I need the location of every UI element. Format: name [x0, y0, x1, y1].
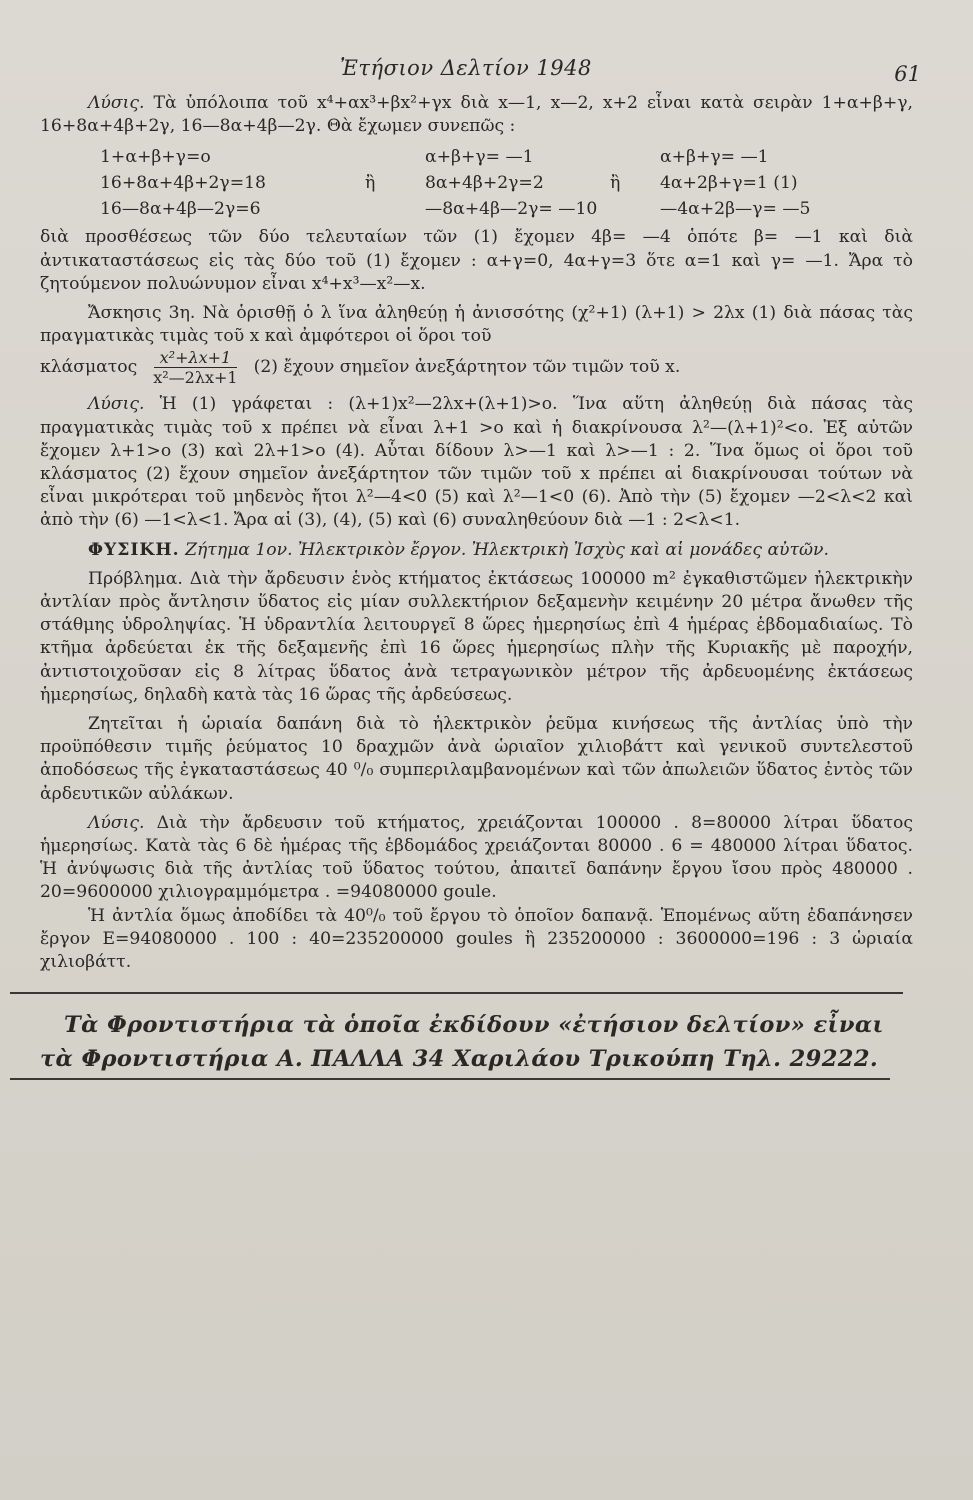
- solution-paragraph-2: διὰ προσθέσεως τῶν δύο τελευταίων τῶν (1) ἔχομεν 4β= —4 ὁπότε β= —1 καὶ διὰ ἀντικαταστάσεως εἰς τὰς δύο τοῦ (1) ἔχομεν : α+γ=0, 4α+γ=3 ὅτε α=1 καὶ γ= —1. Ἄρα τὸ ζητούμενον πολυώνυμον εἶναι x⁴+x³—x²—x.: [40, 227, 913, 294]
- footer-line-1: Τὰ Φροντιστήρια τὰ ὁποῖα ἐκδίδουν «ἐτήσιον δελτίον» εἶναι: [64, 1012, 884, 1039]
- solution-label: Λύσις.: [88, 93, 145, 113]
- solution-paragraph-5: Ἡ ἀντλία ὅμως ἀποδίδει τὰ 40⁰/₀ τοῦ ἔργου τὸ ὁποῖον δαπανᾷ. Ἑπομένως αὕτη ἐδαπάνησεν ἔργον Ε=94080000 . 100 : 40=235200000 goules ἢ 235200000 : 3600000=196 : 3 ὡριαία χιλιοβάττ.: [40, 905, 913, 973]
- solution-paragraph-1: [40, 92, 913, 138]
- eq-r1c3: α+β+γ= —1: [425, 147, 534, 168]
- physics-title: ΦΥΣΙΚΗ.: [88, 539, 180, 560]
- eq-r3c4: [610, 196, 660, 222]
- exercise-3-text: Ἄσκησις 3η. Νὰ ὁρισθῇ ὁ λ ἵνα ἀληθεύῃ ἡ ἀνισσότης (χ²+1) (λ+1) > 2λx (1) διὰ πάσας τὰς πραγματικὰς τιμὰς τοῦ x καὶ ἀμφότεροι οἱ ὅροι τοῦ: [40, 303, 913, 347]
- solution-label-4: Λύσις.: [88, 812, 145, 833]
- eq-r2c5: 4α+2β+γ=1 (1): [660, 173, 798, 194]
- exercise-3-fraction-line: [40, 348, 913, 387]
- eq-r2c2: ἢ: [365, 173, 376, 194]
- solution-paragraph-3: [40, 393, 913, 532]
- problem-paragraph: Πρόβλημα. Διὰ τὴν ἄρδευσιν ἑνὸς κτήματος ἐκτάσεως 100000 m² ἐγκαθιστῶμεν ἠλεκτρικὴν ἀντλίαν πρὸς ἄντλησιν ὕδατος εἰς μίαν συλλεκτήριον δεξαμενὴν κειμένην 20 μέτρα ἄνωθεν τῆς στάθμης ὑδροληψίας. Ἡ ὑδραντλία λειτουργεῖ 8 ὥρες ἡμερησίως ἐπὶ 4 ἡμέρας ἑβδομαδιαίως. Τὸ κτῆμα ἀρδεύεται ἐκ τῆς δεξαμενῆς ἐπὶ 16 ὥρες ἡμερησίως πλὴν τῆς Κυριακῆς μὲ παροχήν, ἀντιστοιχοῦσαν εἰς 8 λίτρας ὕδατος ἀνὰ τετραγωνικὸν μέτρον τῆς ἀρδευομένης ἐκτάσεως ἡμερησίως, δηλαδὴ κατὰ τὰς 16 ὥρας τῆς ἀρδεύσεως.: [40, 568, 913, 705]
- divider-rule: [10, 992, 903, 994]
- fraction-prefix: κλάσματος: [40, 357, 138, 378]
- running-title: Ἐτήσιον Δελτίον 1948: [340, 56, 592, 80]
- solution-text-3: Ἡ (1) γράφεται : (λ+1)x²—2λx+(λ+1)>ο. Ἵνα αὕτη ἀληθεύῃ διὰ πάσας τὰς πραγματικὰς τιμὰς τοῦ x πρέπει νὰ εἶναι λ+1 >ο καὶ ἡ διακρίνουσα λ²—(λ+1)²<ο. Ἐξ αὐτῶν ἔχομεν λ+1>ο (3) καὶ 2λ+1>ο (4). Αὗται δίδουν λ>—1 καὶ λ>—1 : 2. Ἵνα ὅμως οἱ ὅροι τοῦ κλάσματος (2) ἔχουν σημεῖον ἀνεξάρτητον τῶν τιμῶν τοῦ x πρέπει αἱ διακρίνουσαι τούτων νὰ εἶναι μικρότεραι τοῦ μηδενὸς ἤτοι λ²—4<0 (5) καὶ λ²—1<0 (6). Ἀπὸ τὴν (5) ἔχομεν —2<λ<2 καὶ ἀπὸ τὴν (6) —1<λ<1. Ἄρα αἱ (3), (4), (5) καὶ (6) συναληθεύουν διὰ —1 : 2<λ<1.: [40, 394, 913, 531]
- physics-subtitle: Ζήτημα 1ον. Ἠλεκτρικὸν ἔργον. Ἠλεκτρικὴ Ἰσχὺς καὶ αἱ μονάδες αὐτῶν.: [179, 539, 829, 560]
- exercise-3: [40, 302, 913, 348]
- eq-r2c3: 8α+4β+2γ=2: [425, 173, 544, 194]
- eq-r3c3: —8α+4β—2γ= —10: [425, 199, 598, 220]
- solution-text: Τὰ ὑπόλοιπα τοῦ x⁴+αx³+βx²+γx διὰ x—1, x—2, x+2 εἶναι κατὰ σειρὰν 1+α+β+γ, 16+8α+4β+2γ, 16—8α+4β—2γ. Θὰ ἔχωμεν συνεπῶς :: [40, 93, 913, 137]
- eq-r3c5: —4α+2β—γ= —5: [660, 199, 811, 220]
- solution-text-4: Διὰ τὴν ἄρδευσιν τοῦ κτήματος, χρειάζονται 100000 . 8=80000 λίτραι ὕδατος ἡμερησίως. Κατὰ τὰς 6 δὲ ἡμέρας τῆς ἑβδομάδος χρειάζονται 80000 . 6 = 480000 λίτραι ὕδατος. Ἡ ἀνύψωσις διὰ τῆς ἀντλίας τοῦ ὕδατος τούτου, ἀπαιτεῖ δαπάνην ἔργου ἴσου πρὸς 480000 . 20=9600000 χιλιογραμμόμετρα . =94080000 goule.: [40, 812, 913, 903]
- eq-r3c2: [365, 196, 425, 222]
- fraction: [147, 348, 243, 387]
- eq-r1c5: α+β+γ= —1: [660, 147, 769, 168]
- footer-notice: [40, 1008, 913, 1076]
- solution-paragraph-4: [40, 812, 913, 905]
- eq-r1c2: [365, 144, 425, 170]
- fraction-suffix: (2) ἔχουν σημεῖον ἀνεξάρτητον τῶν τιμῶν τοῦ x.: [253, 357, 681, 378]
- page-header: [40, 48, 921, 92]
- eq-r2c4: ἢ: [610, 173, 621, 194]
- fraction-numerator: x²+λx+1: [154, 348, 238, 368]
- question-paragraph: Ζητεῖται ἡ ὡριαία δαπάνη διὰ τὸ ἠλεκτρικὸν ῥεῦμα κινήσεως τῆς ἀντλίας ὑπὸ τὴν προϋπόθεσιν τιμῆς ῥεύματος 10 δραχμῶν ἀνὰ ὡριαῖον χιλιοβάττ καὶ γενικοῦ συντελεστοῦ ἀποδόσεως τῆς ἐγκαταστάσεως 40 ⁰/₀ συμπεριλαμβανομένων καὶ τῶν ἀπωλειῶν ὕδατος ἐντὸς τῶν ἀρδευτικῶν αὐλάκων.: [40, 714, 913, 804]
- footer-line-2: τὰ Φροντιστήρια Α. ΠΑΛΛΑ 34 Χαριλάου Τρικούπη Τηλ. 29222.: [40, 1046, 879, 1073]
- fraction-denominator: x²—2λx+1: [153, 368, 238, 388]
- footer-rule: [10, 1078, 890, 1080]
- solution-label-3: Λύσις.: [88, 394, 145, 415]
- page-number: 61: [894, 62, 921, 86]
- physics-heading: [40, 539, 913, 562]
- equation-system: [100, 144, 913, 222]
- eq-r1c1: 1+α+β+γ=ο: [100, 147, 211, 168]
- eq-r3c1: 16—8α+4β—2γ=6: [100, 199, 261, 220]
- eq-r1c4: [610, 144, 660, 170]
- eq-r2c1: 16+8α+4β+2γ=18: [100, 173, 266, 194]
